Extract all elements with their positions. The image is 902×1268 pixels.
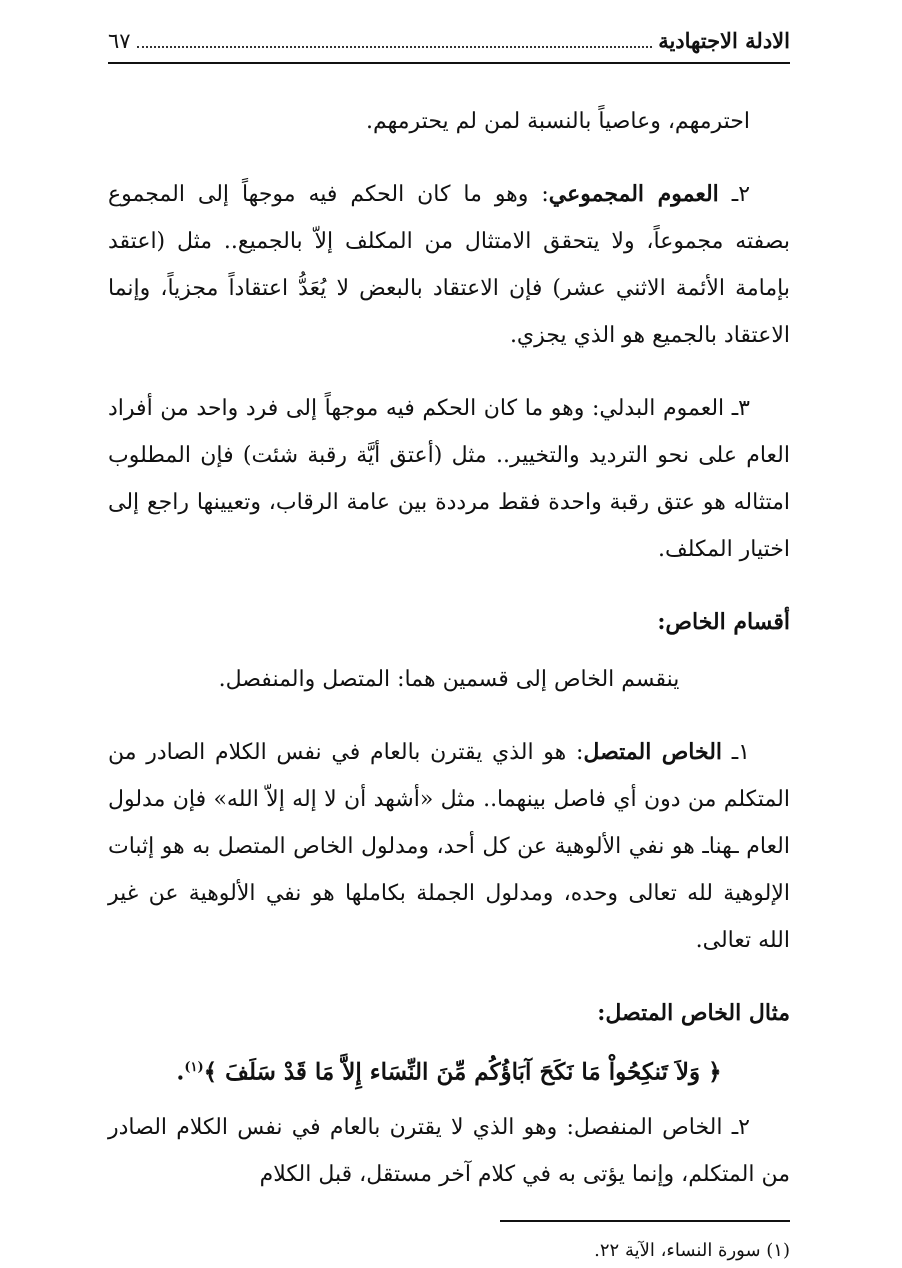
paragraph-separated-specific: ٢ـ الخاص المنفصل: وهو الذي لا يقترن بالعام في نفس الكلام الصادر من المتكلم، وإنما يؤتى به في كلام آخر مستقل، قبل الكلام [108, 1114, 790, 1187]
paragraph-connected-specific [108, 729, 790, 964]
footnote-divider [500, 1220, 790, 1222]
page-number: ٦٧ [108, 29, 131, 53]
verse-text: ﴿ وَلاَ تَنكِحُواْ مَا نَكَحَ آبَاؤُكُم مِّنَ النِّسَاء إِلاَّ مَا قَدْ سَلَفَ ﴾ [203, 1058, 722, 1086]
paragraph-division: ينقسم الخاص إلى قسمين هما: المتصل والمنفصل. [218, 667, 680, 692]
document-page [108, 28, 790, 1268]
footnote-marker[interactable]: (١) [184, 1060, 204, 1075]
item-number: ٢ـ [718, 182, 751, 207]
running-title: الادلة الاجتهادية [658, 28, 790, 53]
term-connected-specific: الخاص المتصل [583, 739, 723, 765]
footnote: (١) سورة النساء، الآية ٢٢. [594, 1239, 790, 1261]
page-header [108, 28, 790, 64]
section-heading-example: مثال الخاص المتصل: [597, 1000, 790, 1026]
paragraph-continuation: احترمهم، وعاصياً بالنسبة لمن لم يحترمهم. [365, 109, 750, 134]
definition-text: : هو الذي يقترن بالعام في نفس الكلام الصادر من المتكلم من دون أي فاصل بينهما.. مثل «أشهد أن لا إله إلاّ الله» فإن مدلول العام ـهناـ هو نفي الألوهية عن كل أحد، ومدلول الخاص المتصل به هو إثبات الإلوهية لله تعالى وحده، ومدلول الجملة بكاملها هو نفي الألوهية عن غير الله تعالى. [108, 740, 790, 953]
paragraph-collective-generality [108, 171, 790, 359]
section-heading-specific-types: أقسام الخاص: [657, 609, 790, 635]
verse-end: . [176, 1058, 185, 1086]
header-leader-dots [137, 32, 653, 48]
paragraph-substitutional-generality: ٣ـ العموم البدلي: وهو ما كان الحكم فيه موجهاً إلى فرد واحد من أفراد العام على نحو الترديد والتخيير.. مثل (أعتق أيَّة رقبة شئت) فإن المطلوب امتثاله هو عتق رقبة واحدة فقط مرددة بين عامة الرقاب، وتعيينها راجع إلى اختيار المكلف. [108, 396, 790, 562]
item-number: ١ـ [722, 740, 750, 765]
term-collective-generality: العموم المجموعي [548, 181, 719, 207]
definition-text: : وهو ما كان الحكم فيه موجهاً إلى المجموع بصفته مجموعاً، ولا يتحقق الامتثال من المكلف إلاّ بالجميع.. مثل (اعتقد بإمامة الأئمة الاثني عشر) فإن الاعتقاد بالبعض لا يُعَدُّ اعتقاداً مجزياً، وإنما الاعتقاد بالجميع هو الذي يجزي. [108, 182, 790, 348]
quran-verse [108, 1043, 790, 1098]
